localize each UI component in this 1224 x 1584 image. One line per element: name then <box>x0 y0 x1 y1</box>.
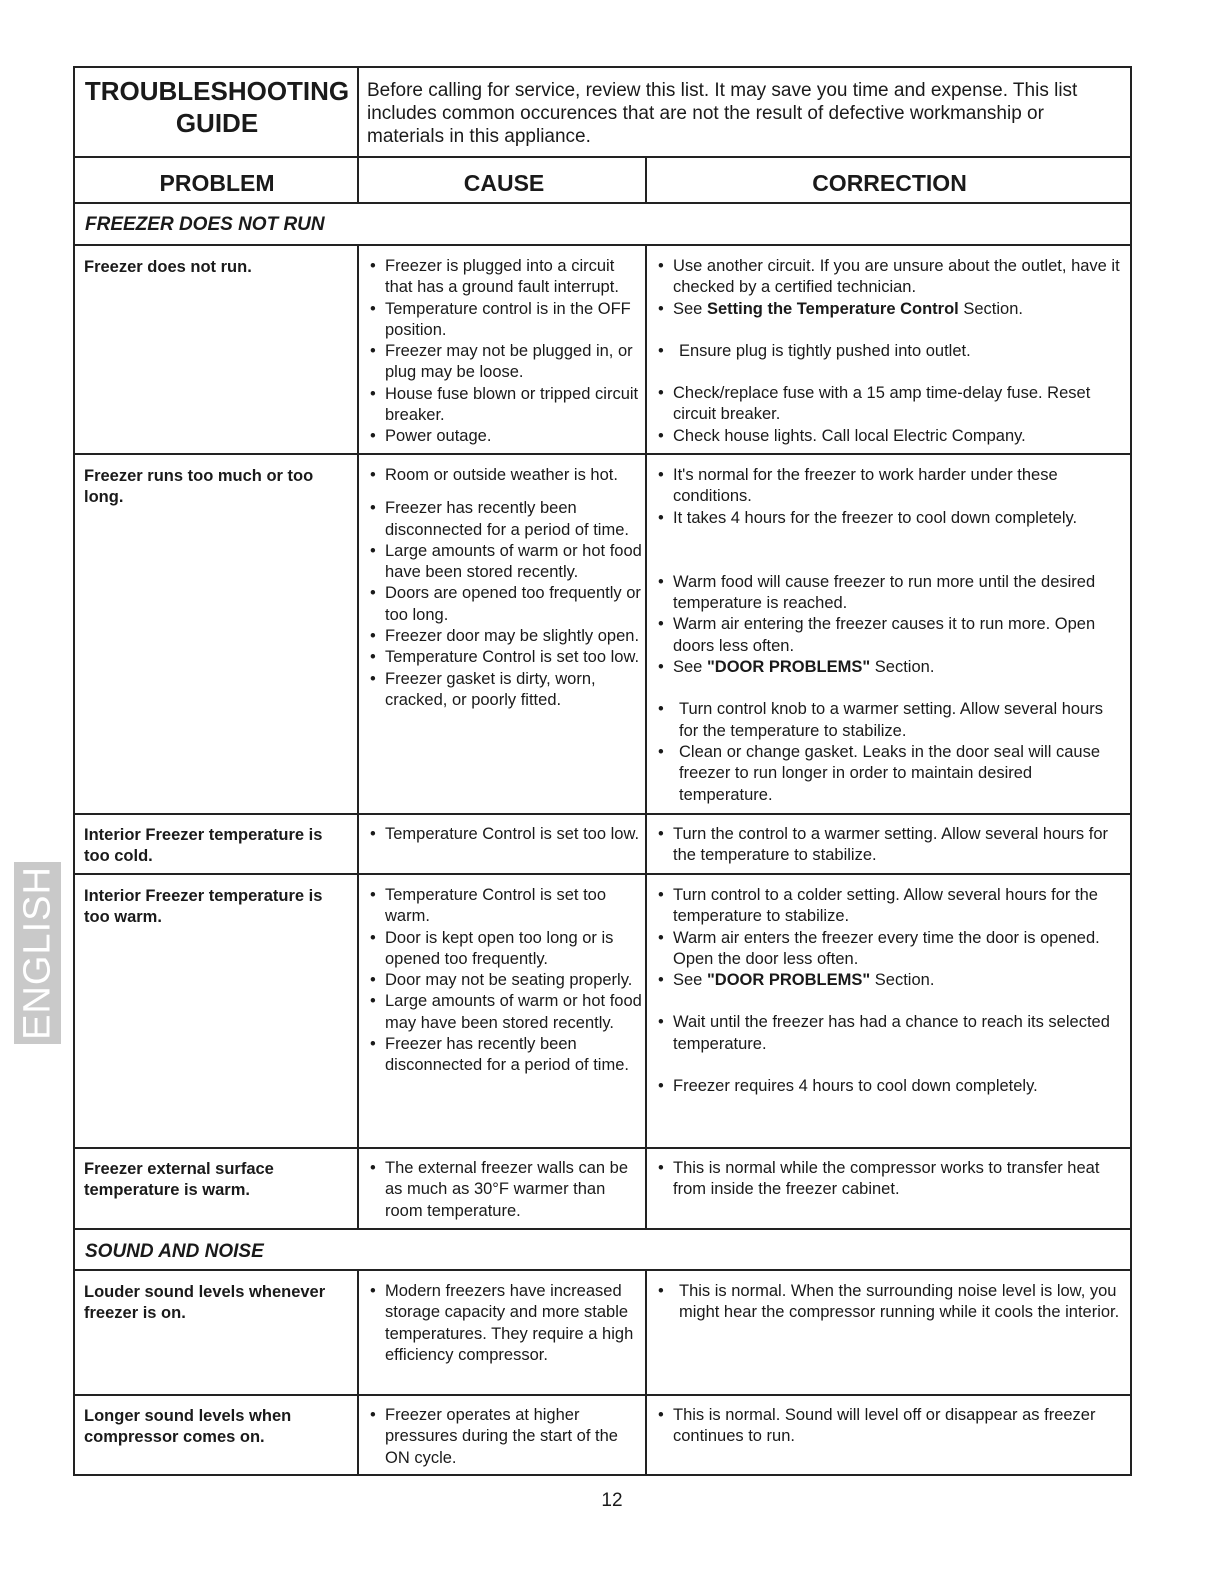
problem-longer-sound-levels: Longer sound levels when compressor comes on. <box>84 1407 292 1446</box>
causes-row-5 <box>367 1158 645 1222</box>
list-item: • Check/replace fuse with a 15 amp time-delay fuse. Reset circuit breaker. <box>658 384 1091 424</box>
causes-row-3 <box>367 824 645 845</box>
list-item: • Turn the control to a warmer setting. Allow several hours for the temperature to stabilize. <box>658 825 1108 865</box>
guide-title <box>75 76 359 140</box>
guide-title-line2: GUIDE <box>175 107 259 138</box>
problem-temperature-too-cold: Interior Freezer temperature is too cold. <box>84 826 323 865</box>
list-item: • Large amounts of warm or hot food have been stored recently. <box>370 541 642 582</box>
causes-row-2 <box>367 465 645 711</box>
list-item: • Power outage. <box>370 427 492 446</box>
list-item: • Freezer gasket is dirty, worn, cracked, or poorly fitted. <box>370 669 596 709</box>
list-item: • See "DOOR PROBLEMS" Section. <box>658 658 935 677</box>
rule <box>75 1269 1130 1271</box>
rule <box>75 1394 1130 1396</box>
list-item: • This is normal while the compressor works to transfer heat from inside the freezer cabinet. <box>658 1159 1100 1199</box>
list-item: • Ensure plug is tightly pushed into outlet. <box>658 341 971 360</box>
corrections-row-4 <box>655 885 1121 1097</box>
list-item: • House fuse blown or tripped circuit breaker. <box>370 384 639 425</box>
rule <box>75 156 1130 158</box>
list-item: • This is normal. When the surrounding noise level is low, you might hear the compressor running while it cools the interior. <box>658 1282 1120 1322</box>
correction-column-header: CORRECTION <box>812 170 967 196</box>
list-item: • Modern freezers have increased storage capacity and more stable temperatures. They require a high efficiency compressor. <box>370 1282 634 1364</box>
language-tab <box>14 862 61 1044</box>
list-item: • Large amounts of warm or hot food may have been stored recently. <box>370 992 642 1032</box>
problem-louder-sound-levels: Louder sound levels whenever freezer is on. <box>84 1283 326 1322</box>
list-item: • Freezer has recently been disconnected for a period of time. <box>370 499 629 539</box>
list-item: • Turn control to a colder setting. Allow several hours for the temperature to stabilize. <box>658 886 1098 926</box>
rule <box>75 813 1130 815</box>
problem-temperature-too-warm: Interior Freezer temperature is too warm. <box>84 887 323 926</box>
list-item: • Turn control knob to a warmer setting. Allow several hours for the temperature to stabilize. <box>658 700 1103 740</box>
corrections-row-3 <box>655 824 1121 867</box>
language-tab-label: ENGLISH <box>16 866 58 1040</box>
corrections-row-6 <box>655 1281 1121 1324</box>
causes-row-4 <box>367 885 645 1077</box>
rule <box>75 1228 1130 1230</box>
rule <box>357 244 359 1228</box>
corrections-row-5 <box>655 1158 1121 1201</box>
causes-row-1 <box>367 256 645 448</box>
list-item: • Freezer requires 4 hours to cool down completely. <box>658 1077 1038 1096</box>
list-item: • The external freezer walls can be as much as 30°F warmer than room temperature. <box>370 1159 629 1220</box>
list-item: • Room or outside weather is hot. <box>370 466 618 484</box>
list-item: • Wait until the freezer has had a chance to reach its selected temperature. <box>658 1013 1110 1053</box>
rule <box>357 68 359 156</box>
list-item: • It takes 4 hours for the freezer to cool down completely. <box>658 508 1078 527</box>
troubleshooting-table <box>73 66 1132 1476</box>
list-item: • It's normal for the freezer to work harder under these conditions. <box>658 466 1058 506</box>
cause-column-header: CAUSE <box>463 170 545 196</box>
list-item: • Use another circuit. If you are unsure about the outlet, have it checked by a certified technician. <box>658 257 1120 297</box>
rule <box>75 1147 1130 1149</box>
rule <box>645 1269 647 1476</box>
list-item: • Temperature Control is set too warm. <box>370 886 607 926</box>
list-item: • Temperature control is in the OFF position. <box>370 299 631 339</box>
list-item: • Warm air enters the freezer every time the door is opened. Open the door less often. <box>658 928 1100 968</box>
problem-freezer-does-not-run: Freezer does not run. <box>84 258 252 276</box>
list-item: • Door is kept open too long or is opened too frequently. <box>370 928 614 968</box>
list-item: • Temperature Control is set too low. <box>370 648 640 667</box>
causes-row-7 <box>367 1405 645 1469</box>
list-item: • Doors are opened too frequently or too long. <box>370 584 641 624</box>
rule <box>75 244 1130 246</box>
rule <box>75 202 1130 204</box>
rule <box>357 1269 359 1476</box>
rule <box>645 156 647 202</box>
section-freezer-does-not-run: FREEZER DOES NOT RUN <box>85 214 325 235</box>
list-item: • Freezer is plugged into a circuit that has a ground fault interrupt. <box>370 257 619 297</box>
intro-text: Before calling for service, review this list. It may save you time and expense. This list includes common occurences that are not the result of defective workmanship or materials in this appliance. <box>367 80 1078 147</box>
corrections-row-1 <box>655 256 1121 447</box>
list-item: • Freezer has recently been disconnected for a period of time. <box>370 1035 629 1075</box>
list-item: • This is normal. Sound will level off or disappear as freezer continues to run. <box>658 1406 1096 1446</box>
list-item: • See Setting the Temperature Control Section. <box>658 299 1023 318</box>
corrections-row-2 <box>655 465 1121 806</box>
problem-external-surface-warm: Freezer external surface temperature is warm. <box>84 1160 274 1199</box>
list-item: • Warm air entering the freezer causes it to run more. Open doors less often. <box>658 615 1096 655</box>
rule <box>75 873 1130 875</box>
list-item: • Freezer door may be slightly open. <box>370 627 640 646</box>
corrections-row-7 <box>655 1405 1121 1448</box>
problem-column-header: PROBLEM <box>159 170 275 196</box>
rule <box>357 156 359 202</box>
guide-title-line1: TROUBLESHOOTING <box>84 76 350 106</box>
list-item: • Door may not be seating properly. <box>370 971 633 990</box>
page-number: 12 <box>601 1490 623 1511</box>
list-item: • Warm food will cause freezer to run more until the desired temperature is reached. <box>658 572 1096 613</box>
rule <box>645 244 647 1228</box>
list-item: • Clean or change gasket. Leaks in the door seal will cause freezer to run longer in order to maintain desired temperature. <box>658 742 1100 804</box>
problem-freezer-runs-too-much: Freezer runs too much or too long. <box>84 467 314 506</box>
list-item: • Temperature Control is set too low. <box>370 825 640 843</box>
rule <box>75 453 1130 455</box>
list-item: • Freezer may not be plugged in, or plug may be loose. <box>370 342 633 382</box>
list-item: • Check house lights. Call local Electric Company. <box>658 426 1026 445</box>
causes-row-6 <box>367 1281 645 1366</box>
list-item: • Freezer operates at higher pressures during the start of the ON cycle. <box>370 1406 618 1467</box>
section-sound-and-noise: SOUND AND NOISE <box>85 1241 264 1262</box>
list-item: • See "DOOR PROBLEMS" Section. <box>658 971 935 990</box>
